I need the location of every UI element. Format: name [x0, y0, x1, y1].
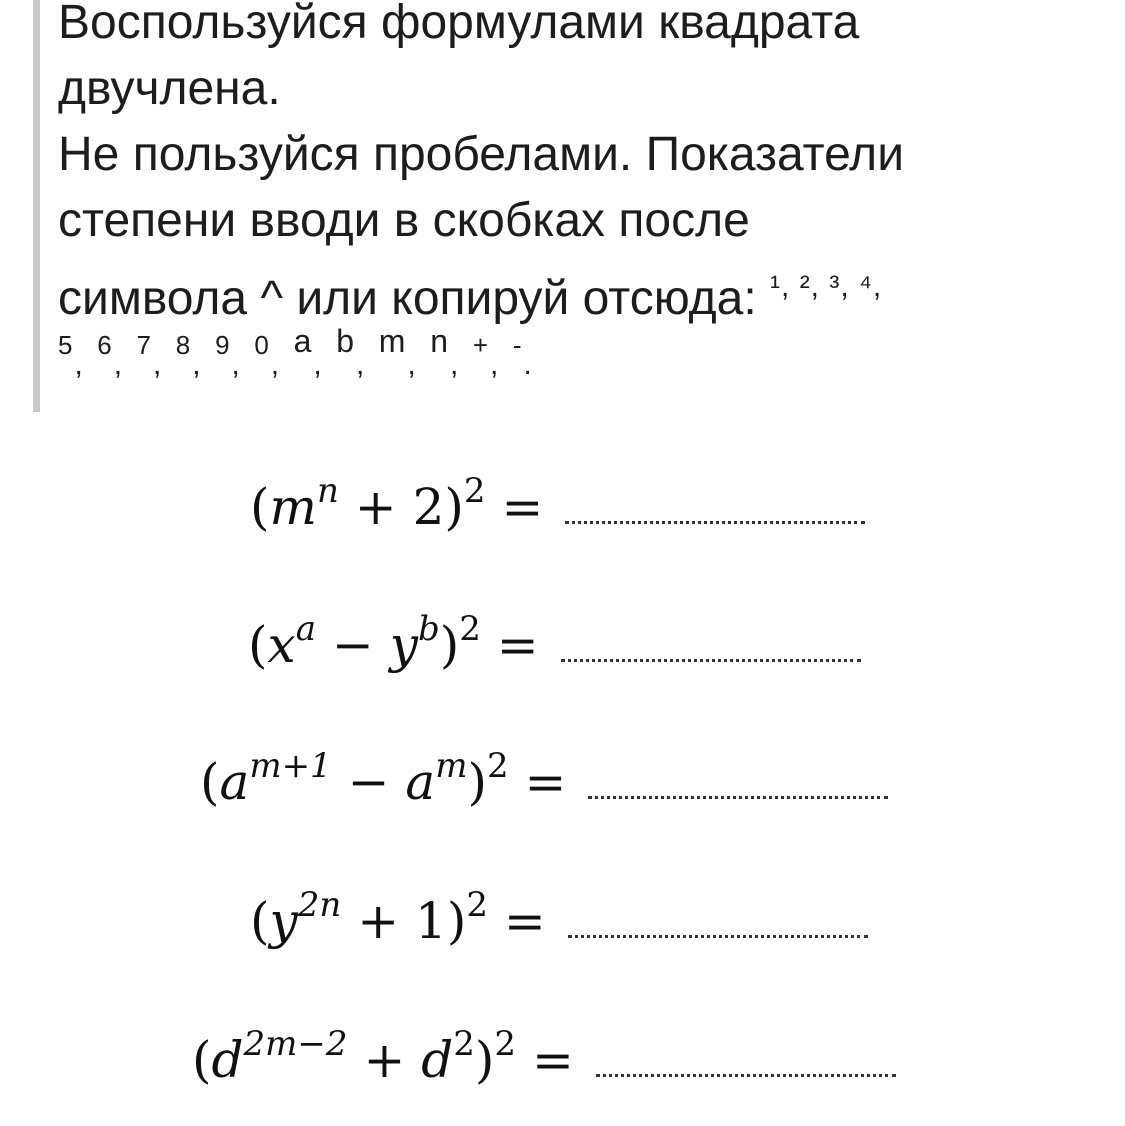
instruction-line-1: Воспользуйся формулами квадрата [58, 0, 860, 49]
symbol-m[interactable]: m, [378, 323, 416, 381]
answer-field-4[interactable] [568, 925, 868, 938]
symbol-glyph: n [430, 323, 449, 359]
symbol-8[interactable]: 8, [175, 330, 201, 381]
equation-2 [248, 609, 861, 674]
copyable-symbols-row [58, 325, 542, 385]
symbol-7[interactable]: 7, [136, 330, 162, 381]
symbol-6[interactable]: 6, [97, 330, 123, 381]
symbol-glyph: 0 [254, 330, 269, 360]
symbol-minus[interactable] [512, 328, 532, 381]
instructions-text [58, 0, 1108, 332]
symbol-glyph: - [512, 330, 522, 360]
equation-1-expression: $(m^n + 2)^2$ = [250, 471, 544, 536]
equation-3-expression: $(a^{m+1} - a^m)^2$ = [200, 746, 567, 811]
equation-5-expression: $(d^{2m-2} + d^2)^2$ = [192, 1024, 574, 1089]
symbol-5[interactable]: 5, [58, 330, 83, 381]
answer-field-3[interactable] [588, 786, 888, 799]
symbol-glyph: + [472, 330, 489, 360]
symbol-glyph: m [378, 323, 406, 359]
symbol-glyph: 8 [175, 330, 191, 360]
symbol-glyph: 9 [215, 330, 230, 360]
equation-4-expression: $(y^{2n} + 1)^2$ = [250, 885, 546, 950]
instruction-line-5 [58, 254, 1108, 332]
instruction-line-4: степени вводи в скобках после [58, 194, 750, 247]
symbol-a[interactable]: a, [293, 323, 322, 381]
answer-field-2[interactable] [561, 649, 861, 662]
answer-field-5[interactable] [596, 1064, 896, 1077]
answer-field-1[interactable] [565, 511, 865, 524]
instruction-line-2: двучлена. [58, 62, 281, 115]
instruction-line-3: Не пользуйся пробелами. Показатели [58, 128, 904, 181]
superscript-digits: ¹, ², ³, ⁴, [770, 270, 883, 303]
symbol-glyph: b [336, 323, 354, 359]
symbol-glyph: 6 [97, 330, 112, 360]
symbol-n[interactable]: n, [430, 323, 459, 381]
instruction-line-5-text: символа ^ или копируй отсюда: [58, 272, 771, 325]
trailing-period: . [523, 348, 532, 381]
equation-5 [192, 1024, 896, 1089]
equation-3 [200, 746, 888, 811]
equation-2-expression: $(x^a - y^b)^2$ = [248, 609, 539, 674]
quote-bar [33, 0, 40, 412]
symbol-0[interactable]: 0, [254, 330, 280, 381]
symbol-glyph: 7 [136, 330, 151, 360]
symbol-glyph: 5 [58, 330, 73, 360]
equation-1 [250, 471, 865, 536]
symbol-9[interactable]: 9, [215, 330, 240, 381]
symbol-glyph: a [293, 323, 312, 359]
symbol-plus[interactable]: +, [472, 330, 499, 381]
equation-4 [250, 885, 868, 950]
symbol-b[interactable]: b, [336, 323, 365, 381]
